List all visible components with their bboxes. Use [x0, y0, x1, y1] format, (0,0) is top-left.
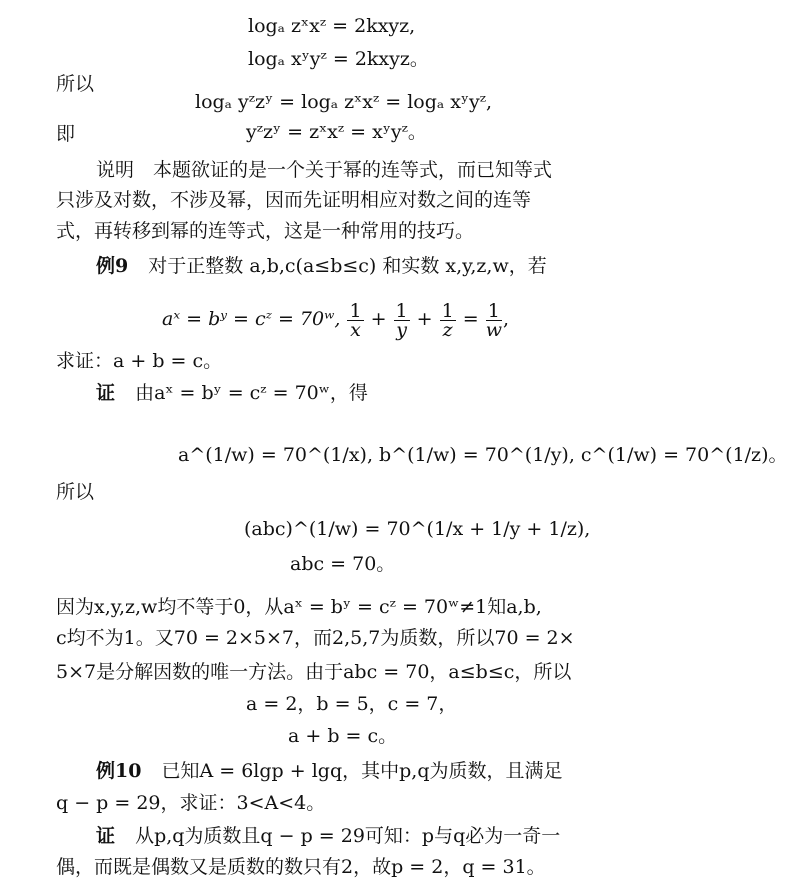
- proof-text: 从p,q为质数且q − p = 29可知：p与q必为一奇一: [135, 825, 561, 847]
- text-line: 即: [56, 123, 76, 145]
- fraction: $\frac{1}{z}$: [441, 299, 454, 341]
- equation-line: logₐ yᶻzʸ = logₐ zˣxᶻ = logₐ xʸyᶻ,: [195, 91, 493, 113]
- paragraph-line: 5×7是分解因数的唯一方法。由于abc = 70，a≤b≤c，所以: [56, 661, 572, 683]
- equation-line: yᶻzʸ = zˣxᶻ = xʸyᶻ。: [246, 121, 427, 143]
- equation-line: logₐ xʸyᶻ = 2kxyz。: [248, 48, 429, 70]
- equation-line: (abc)^(1/w) = 70^(1/x + 1/y + 1/z),: [244, 518, 591, 540]
- paragraph-line: 式，再转移到幂的连等式，这是一种常用的技巧。: [56, 220, 475, 242]
- equation-line: a + b = c。: [288, 725, 398, 747]
- example-label: 例9: [96, 255, 129, 277]
- proof-label: 证: [96, 825, 116, 847]
- proof-heading: [96, 381, 368, 405]
- fraction: $\frac{1}{y}$: [395, 299, 408, 341]
- text-line: 偶，而既是偶数又是质数的数只有2，故p = 2，q = 31。: [56, 856, 546, 878]
- text-line: 所以: [56, 73, 95, 95]
- example-text: 对于正整数 a,b,c(a≤b≤c) 和实数 x,y,z,w，若: [148, 255, 547, 277]
- proof-label: 证: [96, 382, 116, 404]
- paragraph-line: 只涉及对数，不涉及幂，因而先证明相应对数之间的连等: [56, 189, 532, 211]
- equation-line: a^(1/w) = 70^(1/x), b^(1/w) = 70^(1/y), c^(1/w) = 70^(1/z)。: [178, 444, 787, 466]
- proof-text: 由aˣ = bʸ = cᶻ = 70ʷ，得: [135, 382, 368, 404]
- text-line: q − p = 29，求证：3<A<4。: [56, 792, 326, 814]
- paragraph-line: 因为x,y,z,w均不等于0，从aˣ = bʸ = cᶻ = 70ʷ≠1知a,b,: [56, 596, 542, 618]
- equation-part: aˣ = bʸ = cᶻ = 70ʷ,: [162, 308, 341, 330]
- text-line: 所以: [56, 481, 95, 503]
- equation-line: logₐ zˣxᶻ = 2kxyz,: [248, 15, 416, 37]
- example-text: 已知A = 6lgp + lgq，其中p,q为质数，且满足: [161, 760, 563, 782]
- paragraph-line: c均不为1。又70 = 2×5×7，而2,5,7为质数，所以70 = 2×: [56, 627, 575, 649]
- example-heading: [96, 254, 547, 278]
- equation-line: aˣ = bʸ = cᶻ = 70ʷ, $\frac{1}{x}$ + $\frac{1}{y}$ + $\frac{1}{z}$ = $\frac{1}{w}$ ,: [162, 299, 510, 341]
- fraction: $\frac{1}{w}$: [485, 299, 502, 341]
- example-heading: [96, 759, 562, 783]
- equation-line: abc = 70。: [290, 553, 396, 575]
- equation-line: a = 2，b = 5，c = 7，: [246, 693, 458, 715]
- text-line: 求证：a + b = c。: [56, 350, 223, 372]
- paragraph-line: 说明 本题欲证的是一个关于幂的连等式，而已知等式: [96, 159, 553, 181]
- example-label: 例10: [96, 760, 142, 782]
- proof-heading: [96, 824, 560, 848]
- fraction: $\frac{1}{x}$: [349, 299, 362, 341]
